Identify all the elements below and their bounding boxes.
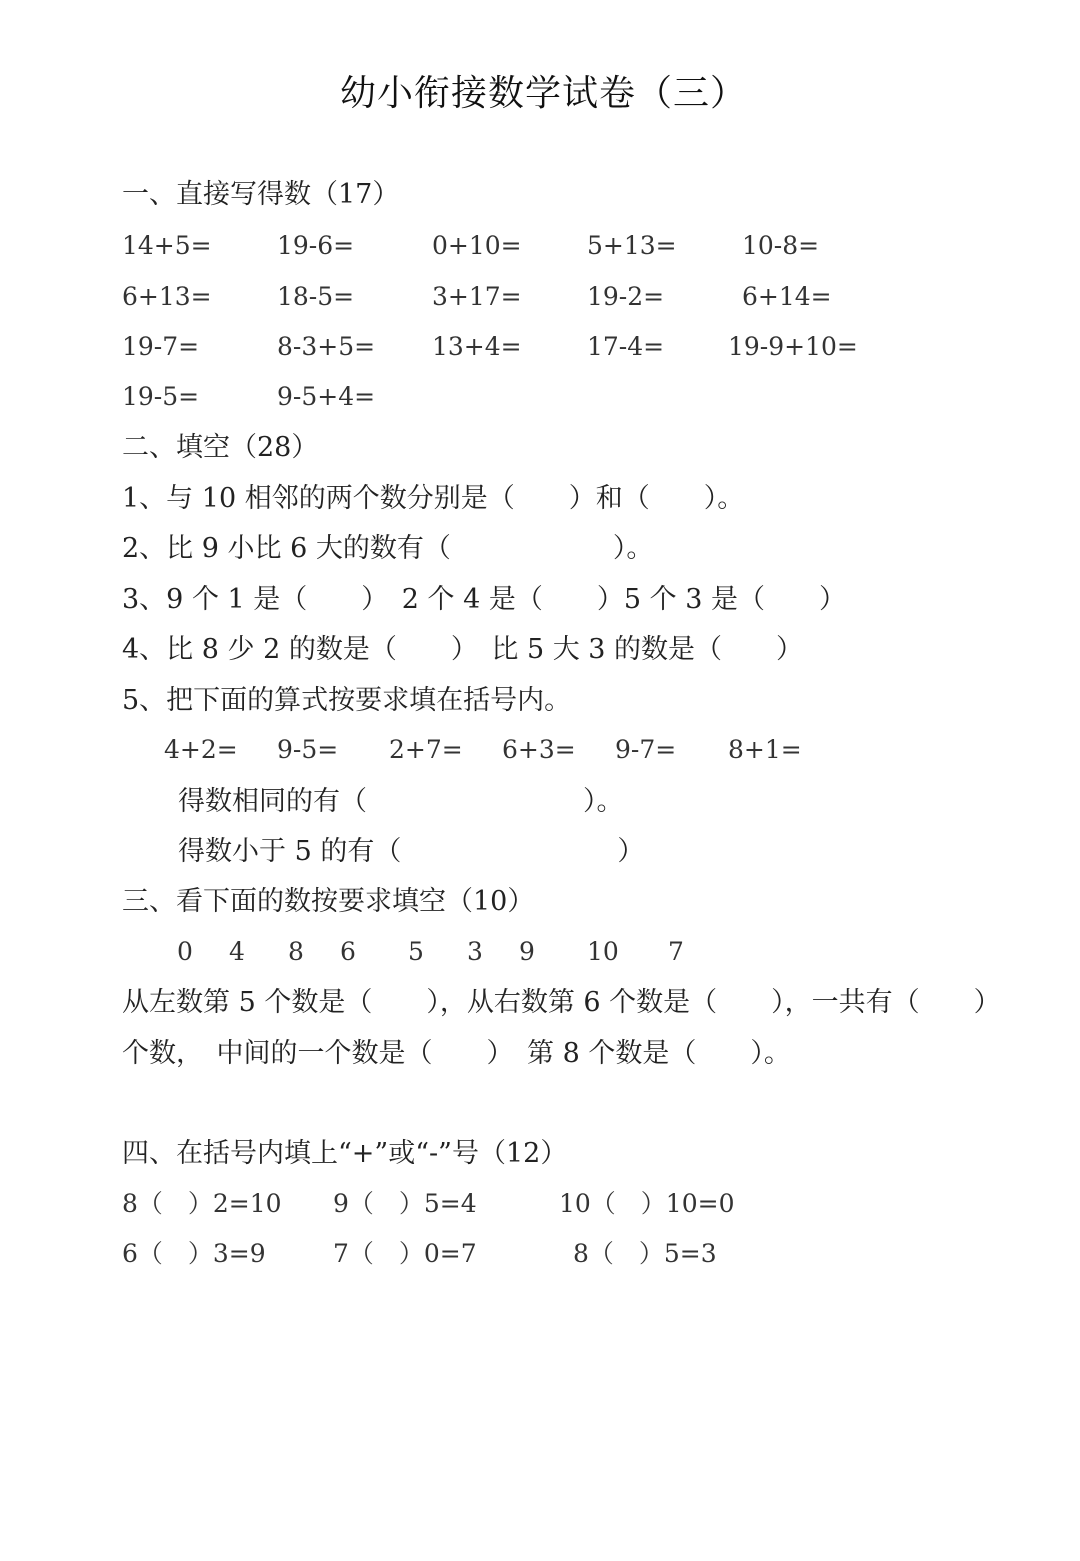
problem: 19-5=	[122, 382, 200, 411]
q5-same-result-line: 得数相同的有（ ）。	[178, 786, 624, 817]
q5-less-than-five-line: 得数小于 5 的有（ ）	[178, 836, 645, 867]
problem: 10-8=	[742, 231, 820, 260]
sign-item: 8（ ）5=3	[573, 1239, 717, 1268]
problem: 17-4=	[587, 332, 665, 361]
problem: 3+17=	[432, 282, 522, 311]
fill-question-4: 4、比 8 少 2 的数是（ ） 比 5 大 3 的数是（ ）	[122, 634, 804, 665]
section3-heading: 三、看下面的数按要求填空（10）	[122, 886, 535, 917]
problem: 5+13=	[587, 231, 677, 260]
number-item: 0	[177, 937, 193, 966]
problem: 19-6=	[277, 231, 355, 260]
fill-question-3: 3、9 个 1 是（ ） 2 个 4 是（ ）5 个 3 是（ ）	[122, 584, 846, 615]
number-item: 4	[229, 937, 245, 966]
fill-question-5: 5、把下面的算式按要求填在括号内。	[122, 685, 572, 716]
q5-expression: 2+7=	[389, 735, 463, 764]
section4-heading: 四、在括号内填上“+”或“-”号（12）	[122, 1138, 568, 1169]
section3-line-2: 个数， 中间的一个数是（ ） 第 8 个数是（ ）。	[122, 1038, 791, 1069]
problem: 18-5=	[277, 282, 355, 311]
q5-expression: 6+3=	[502, 735, 576, 764]
problem: 6+13=	[122, 282, 212, 311]
section3-line-1: 从左数第 5 个数是（ ），从右数第 6 个数是（ ），一共有（ ）	[122, 987, 1001, 1018]
number-item: 7	[668, 937, 684, 966]
worksheet-title: 幼小衔接数学试卷（三）	[340, 73, 748, 114]
section2-heading: 二、填空（28）	[122, 432, 319, 463]
number-item: 6	[340, 937, 356, 966]
q5-expression: 9-5=	[277, 735, 339, 764]
problem: 8-3+5=	[277, 332, 376, 361]
section1-heading: 一、直接写得数（17）	[122, 179, 400, 210]
sign-item: 10（ ）10=0	[559, 1189, 735, 1218]
problem: 19-2=	[587, 282, 665, 311]
problem: 13+4=	[432, 332, 522, 361]
number-item: 3	[467, 937, 483, 966]
q5-expression: 4+2=	[164, 735, 238, 764]
fill-question-1: 1、与 10 相邻的两个数分别是（ ）和（ ）。	[122, 483, 745, 514]
sign-item: 7（ ）0=7	[333, 1239, 477, 1268]
problem: 9-5+4=	[277, 382, 376, 411]
problem: 19-7=	[122, 332, 200, 361]
problem: 6+14=	[742, 282, 832, 311]
problem: 14+5=	[122, 231, 212, 260]
q5-expression: 9-7=	[615, 735, 677, 764]
number-item: 8	[288, 937, 304, 966]
number-item: 5	[408, 937, 424, 966]
sign-item: 6（ ）3=9	[122, 1239, 266, 1268]
number-item: 9	[519, 937, 535, 966]
sign-item: 9（ ）5=4	[333, 1189, 477, 1218]
sign-item: 8（ ）2=10	[122, 1189, 282, 1218]
q5-expression: 8+1=	[728, 735, 802, 764]
problem: 19-9+10=	[728, 332, 858, 361]
fill-question-2: 2、比 9 小比 6 大的数有（ ）。	[122, 533, 654, 564]
number-item: 10	[587, 937, 619, 966]
problem: 0+10=	[432, 231, 522, 260]
